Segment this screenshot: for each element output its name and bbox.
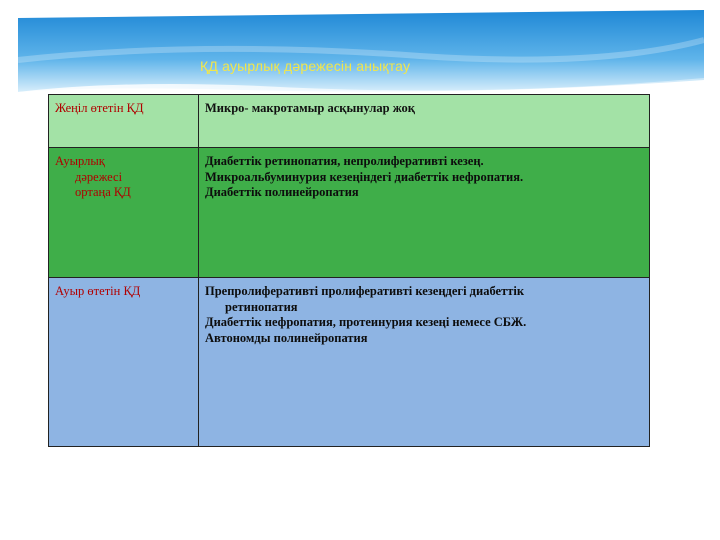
table-row <box>49 148 650 278</box>
slide-title: ҚД ауырлық дәрежесін анықтау <box>200 58 411 74</box>
description-cell <box>199 278 650 447</box>
grade-cell <box>49 278 199 447</box>
description-line: ретинопатия <box>225 299 298 314</box>
grade-line: Жеңіл өтетін ҚД <box>55 101 144 115</box>
grade-line: дәрежесі <box>75 169 123 184</box>
table-row <box>49 278 650 447</box>
grade-line: Ауыр өтетін ҚД <box>55 284 141 298</box>
description-cell <box>199 95 650 148</box>
description-line: Препролиферативті пролиферативті кезеңдегі диабеттік <box>205 284 525 298</box>
description-line: Диабеттік ретинопатия, непролиферативті кезең. <box>205 154 484 168</box>
table-row <box>49 95 650 148</box>
description-line: Диабеттік полинейропатия <box>205 185 359 199</box>
description-line: Микро- макротамыр асқынулар жоқ <box>205 101 415 115</box>
grade-cell <box>49 95 199 148</box>
description-line: Автономды полинейропатия <box>205 330 368 345</box>
grade-cell <box>49 148 199 278</box>
grade-line: Ауырлық <box>55 154 105 168</box>
severity-table <box>48 94 650 447</box>
description-cell <box>199 148 650 278</box>
description-line: Диабеттік нефропатия, протеинурия кезеңі немесе СБЖ. <box>205 315 527 329</box>
grade-line: ортаңа ҚД <box>75 185 131 199</box>
description-line: Микроальбуминурия кезеңіндегі диабеттік нефропатия. <box>205 169 524 184</box>
